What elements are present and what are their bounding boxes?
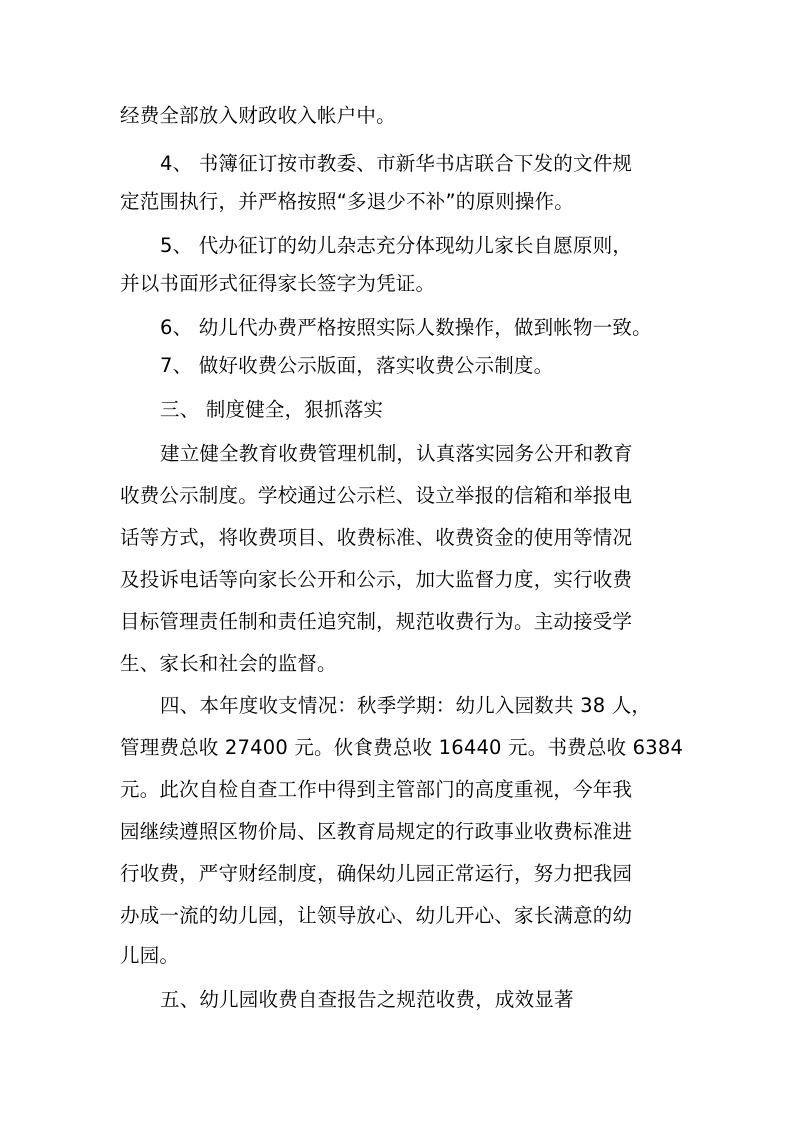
text-line: 管理费总收 27400 元。伙食费总收 16440 元。书费总收 6384: [120, 736, 684, 759]
text-line: 元。此次自检自查工作中得到主管部门的高度重视，今年我: [120, 778, 633, 801]
text-line: 目标管理责任制和责任追究制，规范收费行为。主动接受学: [120, 610, 633, 633]
text-line: 及投诉电话等向家长公开和公示，加大监督力度，实行收费: [120, 568, 633, 591]
text-line: 4、 书簿征订按市教委、市新华书店联合下发的文件规: [160, 152, 633, 175]
text-line: 行收费，严守财经制度，确保幼儿园正常运行，努力把我园: [120, 862, 633, 885]
text-line: 办成一流的幼儿园，让领导放心、幼儿开心、家长满意的幼: [120, 904, 633, 927]
section-heading: 五、幼儿园收费自查报告之规范收费，成效显著: [160, 988, 574, 1011]
text-line: 收费公示制度。学校通过公示栏、设立举报的信箱和举报电: [120, 484, 633, 507]
text-line: 儿园。: [120, 944, 180, 967]
text-line: 四、本年度收支情况：秋季学期：幼儿入园数共 38 人，: [160, 694, 652, 717]
text-line: 5、 代办征订的幼儿杂志充分体现幼儿家长自愿原则，: [160, 234, 633, 257]
text-line: 园继续遵照区物价局、区教育局规定的行政事业收费标准进: [120, 820, 633, 843]
text-line: 话等方式，将收费项目、收费标准、收费资金的使用等情况: [120, 526, 633, 549]
text-line: 定范围执行，并严格按照“多退少不补”的原则操作。: [120, 190, 575, 213]
text-line: 生、家长和社会的监督。: [120, 652, 337, 675]
text-line: 建立健全教育收费管理机制，认真落实园务公开和教育: [160, 442, 633, 465]
text-line: 经费全部放入财政收入帐户中。: [120, 104, 396, 127]
section-heading: 三、 制度健全，狠抓落实: [160, 398, 384, 421]
text-line: 6、 幼儿代办费严格按照实际人数操作，做到帐物一致。: [160, 316, 652, 339]
text-line: 并以书面形式征得家长签字为凭证。: [120, 272, 436, 295]
text-line: 7、 做好收费公示版面，落实收费公示制度。: [160, 354, 554, 377]
